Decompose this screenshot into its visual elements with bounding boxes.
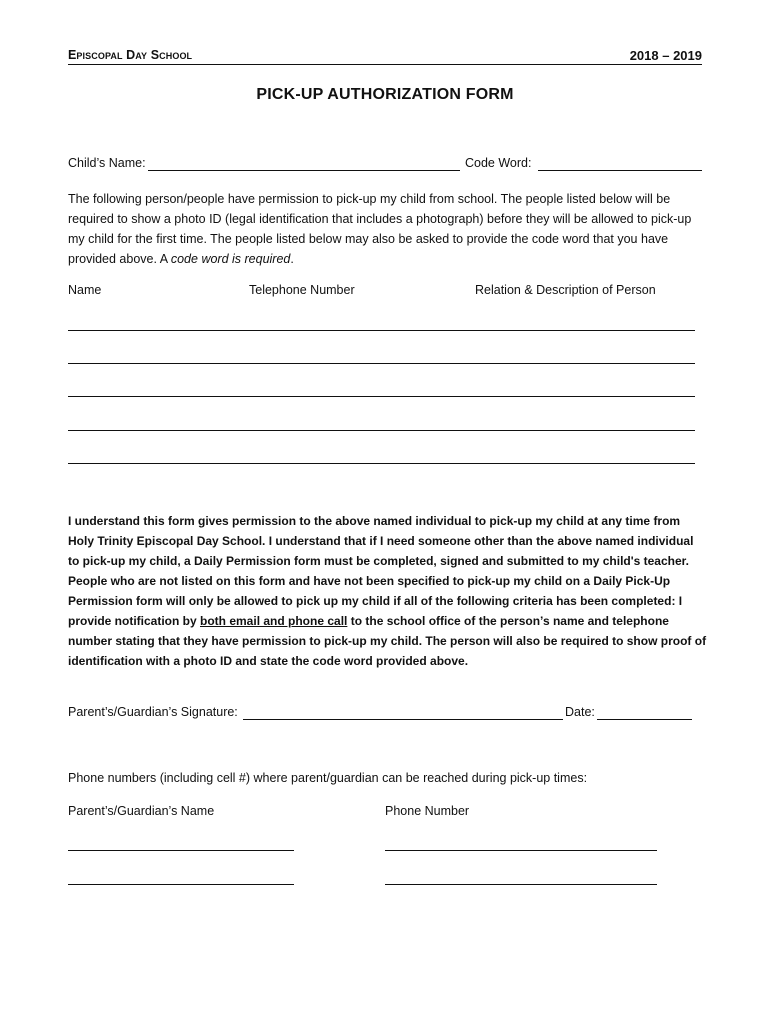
child-name-label: Child’s Name: bbox=[68, 156, 146, 170]
form-title: PICK-UP AUTHORIZATION FORM bbox=[256, 86, 514, 103]
column-telephone: Telephone Number bbox=[249, 283, 355, 297]
signature-field[interactable] bbox=[243, 719, 563, 720]
phone-number-label: Phone Number bbox=[385, 804, 470, 818]
phone-number-line-1[interactable] bbox=[385, 850, 657, 851]
authorized-person-line-3[interactable] bbox=[68, 396, 695, 397]
authorized-person-line-1[interactable] bbox=[68, 330, 695, 331]
statement-part-1: I understand this form gives permission to the above named individual to pick-up my child at any time from Holy Trinity Episcopal Day School. I understand that if I need someone other than the above named individual to pick-up my child, a Daily Permission form must be completed, signed and submitted to my child's teacher. People who are not listed on this form and have not been specified to pick-up my child on a Daily Pick-Up Permission form will only be allowed to pick up my child if all of the following criteria has been completed: I provide notification by bbox=[68, 514, 694, 628]
date-label: Date: bbox=[565, 705, 595, 719]
guardian-name-line-1[interactable] bbox=[68, 850, 294, 851]
signature-row bbox=[68, 705, 702, 723]
column-name: Name bbox=[68, 283, 102, 297]
intro-end: . bbox=[290, 252, 294, 266]
school-name: Episcopal Day School bbox=[68, 48, 193, 62]
school-year: 2018 – 2019 bbox=[629, 48, 702, 63]
signature-label: Parent’s/Guardian’s Signature: bbox=[68, 705, 238, 719]
authorized-person-line-2[interactable] bbox=[68, 363, 695, 364]
code-word-label: Code Word: bbox=[465, 156, 532, 170]
phone-numbers-intro: Phone numbers (including cell #) where parent/guardian can be reached during pick-up times: bbox=[68, 771, 588, 785]
authorized-people-header bbox=[68, 283, 708, 301]
page-header bbox=[68, 48, 702, 65]
date-field[interactable] bbox=[597, 719, 692, 720]
code-word-field[interactable] bbox=[538, 170, 702, 171]
guardian-name-line-2[interactable] bbox=[68, 884, 294, 885]
intro-paragraph bbox=[68, 189, 708, 269]
child-info-row bbox=[68, 156, 702, 174]
authorized-person-line-4[interactable] bbox=[68, 430, 695, 431]
phone-number-line-2[interactable] bbox=[385, 884, 657, 885]
permission-statement bbox=[68, 511, 708, 671]
statement-underlined: both email and phone call bbox=[200, 614, 348, 628]
intro-emphasis: code word is required bbox=[170, 252, 291, 266]
intro-text: The following person/people have permission to pick-up my child from school. The people listed below will be required to show a photo ID (legal identification that includes a photograph) before they will be allowed to pick-up my child for the first time. The people listed below may also be asked to provide the code word that you have provided above. A bbox=[68, 192, 692, 266]
statement-part-2: to the school office of the person’s name and telephone number stating that they have permission to pick-up my child. The person will also be required to show proof of identification with a photo ID and state the code word provided above. bbox=[68, 614, 707, 668]
authorized-person-line-5[interactable] bbox=[68, 463, 695, 464]
guardian-name-label: Parent’s/Guardian’s Name bbox=[68, 804, 215, 818]
column-relation: Relation & Description of Person bbox=[475, 283, 656, 297]
child-name-field[interactable] bbox=[148, 170, 460, 171]
